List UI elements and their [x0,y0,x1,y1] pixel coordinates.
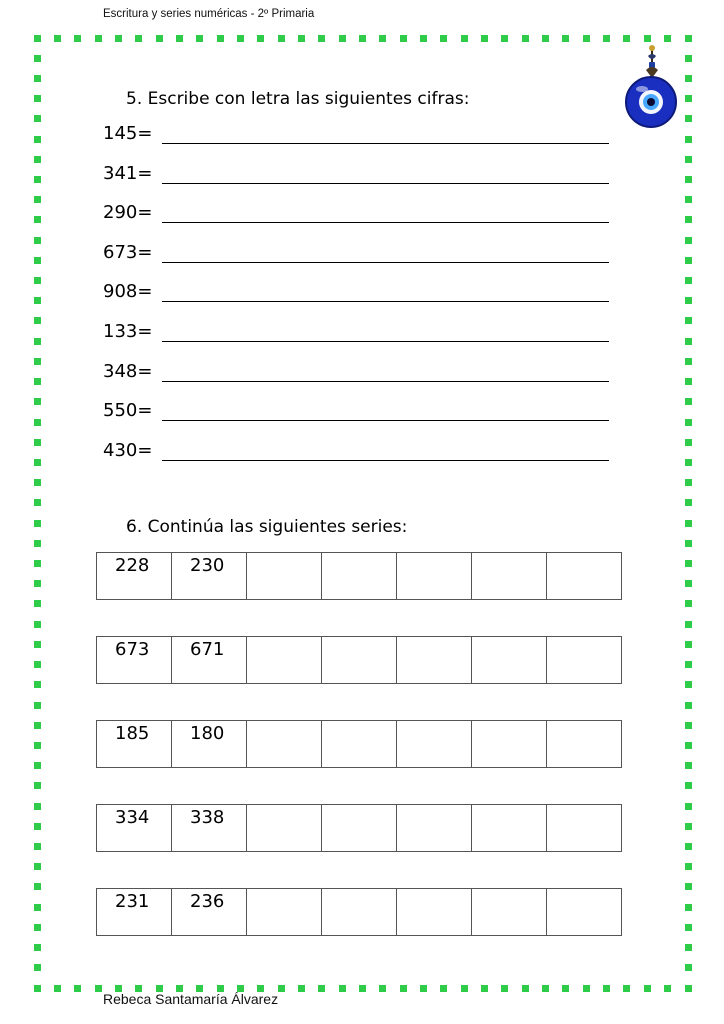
border-dot [34,702,41,709]
series-given-cell: 180 [172,721,247,768]
border-dot [644,35,651,42]
border-dot [74,985,81,992]
border-dot [54,985,61,992]
border-dot [34,641,41,648]
border-dot [257,35,264,42]
border-dot [34,985,41,992]
border-dot [685,439,692,446]
border-dot [685,762,692,769]
border-dot [644,985,651,992]
border-dot [685,378,692,385]
border-dot [420,985,427,992]
series-answer-cell[interactable] [322,889,397,936]
series-answer-cell[interactable] [397,805,472,852]
border-dot [34,499,41,506]
series-table [96,552,622,600]
border-dot [74,35,81,42]
number-label: 290= [103,202,153,224]
border-dot [34,621,41,628]
border-dot [685,661,692,668]
border-dot [34,358,41,365]
border-dot [34,540,41,547]
border-dot [34,115,41,122]
border-dot [685,843,692,850]
series-answer-cell[interactable] [247,889,322,936]
exercise-6-title: 6. Continúa las siguientes series: [126,517,408,537]
border-dot [522,35,529,42]
border-dot [685,883,692,890]
border-dot [461,35,468,42]
border-dot [237,35,244,42]
answer-line[interactable] [162,222,609,223]
border-dot [196,35,203,42]
border-dot [583,35,590,42]
border-dot [542,985,549,992]
border-dot [34,257,41,264]
border-dot [115,35,122,42]
border-dot [685,398,692,405]
answer-line[interactable] [162,381,609,382]
border-dot [685,722,692,729]
answer-line[interactable] [162,460,609,461]
answer-line[interactable] [162,420,609,421]
series-answer-cell[interactable] [472,637,547,684]
series-answer-cell[interactable] [547,553,622,600]
border-dot [34,722,41,729]
border-dot [34,863,41,870]
border-dot [176,35,183,42]
series-given-cell: 673 [97,637,172,684]
border-dot [34,782,41,789]
write-number-row [103,123,611,149]
series-given-cell: 671 [172,637,247,684]
border-dot [685,520,692,527]
border-dot [685,35,692,42]
border-dot [685,540,692,547]
series-answer-cell[interactable] [472,553,547,600]
border-dot [685,782,692,789]
border-dot [685,641,692,648]
border-dot [603,985,610,992]
border-dot [685,944,692,951]
border-dot [685,196,692,203]
series-row [97,805,622,852]
border-dot [156,35,163,42]
border-dot [685,277,692,284]
border-dot [278,985,285,992]
series-answer-cell[interactable] [397,889,472,936]
border-dot [440,35,447,42]
series-answer-cell[interactable] [472,721,547,768]
page-header: Escritura y series numéricas - 2º Primaria [103,8,315,20]
border-dot [685,702,692,709]
border-dot [34,520,41,527]
border-dot [34,803,41,810]
series-row [97,553,622,600]
border-dot [400,35,407,42]
border-dot [34,964,41,971]
border-dot [34,398,41,405]
write-number-row [103,163,611,189]
border-dot [379,35,386,42]
number-label: 908= [103,281,153,303]
border-dot [685,176,692,183]
border-dot [339,985,346,992]
border-dot [34,55,41,62]
series-answer-cell[interactable] [397,553,472,600]
answer-line[interactable] [162,262,609,263]
border-dot [298,35,305,42]
border-dot [34,843,41,850]
border-dot [685,681,692,688]
write-number-row [103,400,611,426]
border-dot [34,75,41,82]
series-row [97,889,622,936]
series-table [96,888,622,936]
border-dot [685,924,692,931]
border-dot [685,75,692,82]
write-number-row [103,281,611,307]
number-label: 673= [103,241,153,263]
border-dot [34,459,41,466]
border-dot [34,196,41,203]
border-dot [34,419,41,426]
write-number-row [103,361,611,387]
border-dot [440,985,447,992]
border-dot [34,297,41,304]
border-dot [685,823,692,830]
border-dot [685,580,692,587]
border-dot [34,95,41,102]
border-dot [34,600,41,607]
border-dot [685,499,692,506]
border-dot [685,136,692,143]
border-dot [34,156,41,163]
border-dot [522,985,529,992]
border-dot [461,985,468,992]
border-dot [34,277,41,284]
series-given-cell: 185 [97,721,172,768]
number-label: 348= [103,360,153,382]
border-dot [623,985,630,992]
series-answer-cell[interactable] [472,889,547,936]
answer-line[interactable] [162,341,609,342]
number-label: 430= [103,439,153,461]
border-dot [501,35,508,42]
border-dot [34,237,41,244]
border-dot [685,358,692,365]
border-dot [420,35,427,42]
series-answer-cell[interactable] [472,805,547,852]
series-answer-cell[interactable] [547,637,622,684]
border-dot [685,115,692,122]
series-given-cell: 230 [172,553,247,600]
series-given-cell: 231 [97,889,172,936]
border-dot [685,237,692,244]
write-number-row [103,202,611,228]
write-number-row [103,242,611,268]
series-answer-cell[interactable] [322,805,397,852]
border-dot [34,479,41,486]
border-dot [379,985,386,992]
series-row [97,637,622,684]
border-dot [34,883,41,890]
series-given-cell: 334 [97,805,172,852]
answer-line[interactable] [162,143,609,144]
series-answer-cell[interactable] [247,805,322,852]
border-dot [34,317,41,324]
series-answer-cell[interactable] [547,805,622,852]
border-dot [685,621,692,628]
border-dot [318,985,325,992]
border-dot [54,35,61,42]
series-answer-cell[interactable] [247,637,322,684]
border-dot [217,35,224,42]
border-dot [685,95,692,102]
series-row [97,721,622,768]
border-dot [400,985,407,992]
series-table [96,804,622,852]
border-dot [685,338,692,345]
border-dot [34,944,41,951]
border-dot [34,338,41,345]
border-dot [685,317,692,324]
border-dot [34,378,41,385]
border-dot [685,742,692,749]
border-dot [664,985,671,992]
border-dot [278,35,285,42]
border-dot [359,985,366,992]
border-dot [603,35,610,42]
border-dot [664,35,671,42]
border-dot [298,985,305,992]
border-dot [318,35,325,42]
series-table [96,720,622,768]
series-table [96,636,622,684]
border-dot [562,985,569,992]
border-dot [685,216,692,223]
number-label: 341= [103,162,153,184]
border-dot [562,35,569,42]
evil-eye-charm-icon [622,44,680,132]
series-answer-cell[interactable] [247,721,322,768]
border-dot [685,803,692,810]
border-dot [34,904,41,911]
series-given-cell: 228 [97,553,172,600]
border-dot [685,863,692,870]
border-dot [685,964,692,971]
border-dot [34,439,41,446]
series-given-cell: 338 [172,805,247,852]
border-dot [95,35,102,42]
number-label: 133= [103,321,153,342]
border-dot [34,580,41,587]
series-answer-cell[interactable] [322,637,397,684]
border-dot [34,742,41,749]
border-dot [95,985,102,992]
border-dot [135,35,142,42]
border-dot [34,823,41,830]
answer-line[interactable] [162,183,609,184]
exercise-5-title: 5. Escribe con letra las siguientes cifras: [126,89,470,109]
series-answer-cell[interactable] [397,721,472,768]
border-dot [685,985,692,992]
border-dot [685,55,692,62]
series-answer-cell[interactable] [322,721,397,768]
write-number-row [103,321,611,347]
border-dot [481,35,488,42]
number-label: 145= [103,123,153,144]
border-dot [34,176,41,183]
series-answer-cell[interactable] [247,553,322,600]
border-dot [481,985,488,992]
border-dot [501,985,508,992]
series-answer-cell[interactable] [322,553,397,600]
page-footer: Rebeca Santamaría Álvarez [103,991,279,1007]
border-dot [34,661,41,668]
write-number-row [103,440,611,466]
border-dot [34,35,41,42]
border-dot [623,35,630,42]
border-dot [542,35,549,42]
border-dot [34,762,41,769]
border-dot [685,479,692,486]
answer-line[interactable] [162,301,609,302]
border-dot [34,924,41,931]
number-label: 550= [103,400,153,422]
series-given-cell: 236 [172,889,247,936]
border-dot [34,681,41,688]
border-dot [685,297,692,304]
series-answer-cell[interactable] [547,889,622,936]
border-dot [685,904,692,911]
border-dot [685,459,692,466]
border-dot [339,35,346,42]
border-dot [359,35,366,42]
border-dot [685,156,692,163]
border-dot [34,216,41,223]
border-dot [685,419,692,426]
border-dot [34,560,41,567]
border-dot [34,136,41,143]
border-dot [583,985,590,992]
series-answer-cell[interactable] [397,637,472,684]
border-dot [685,560,692,567]
border-dot [685,600,692,607]
border-dot [685,257,692,264]
series-answer-cell[interactable] [547,721,622,768]
